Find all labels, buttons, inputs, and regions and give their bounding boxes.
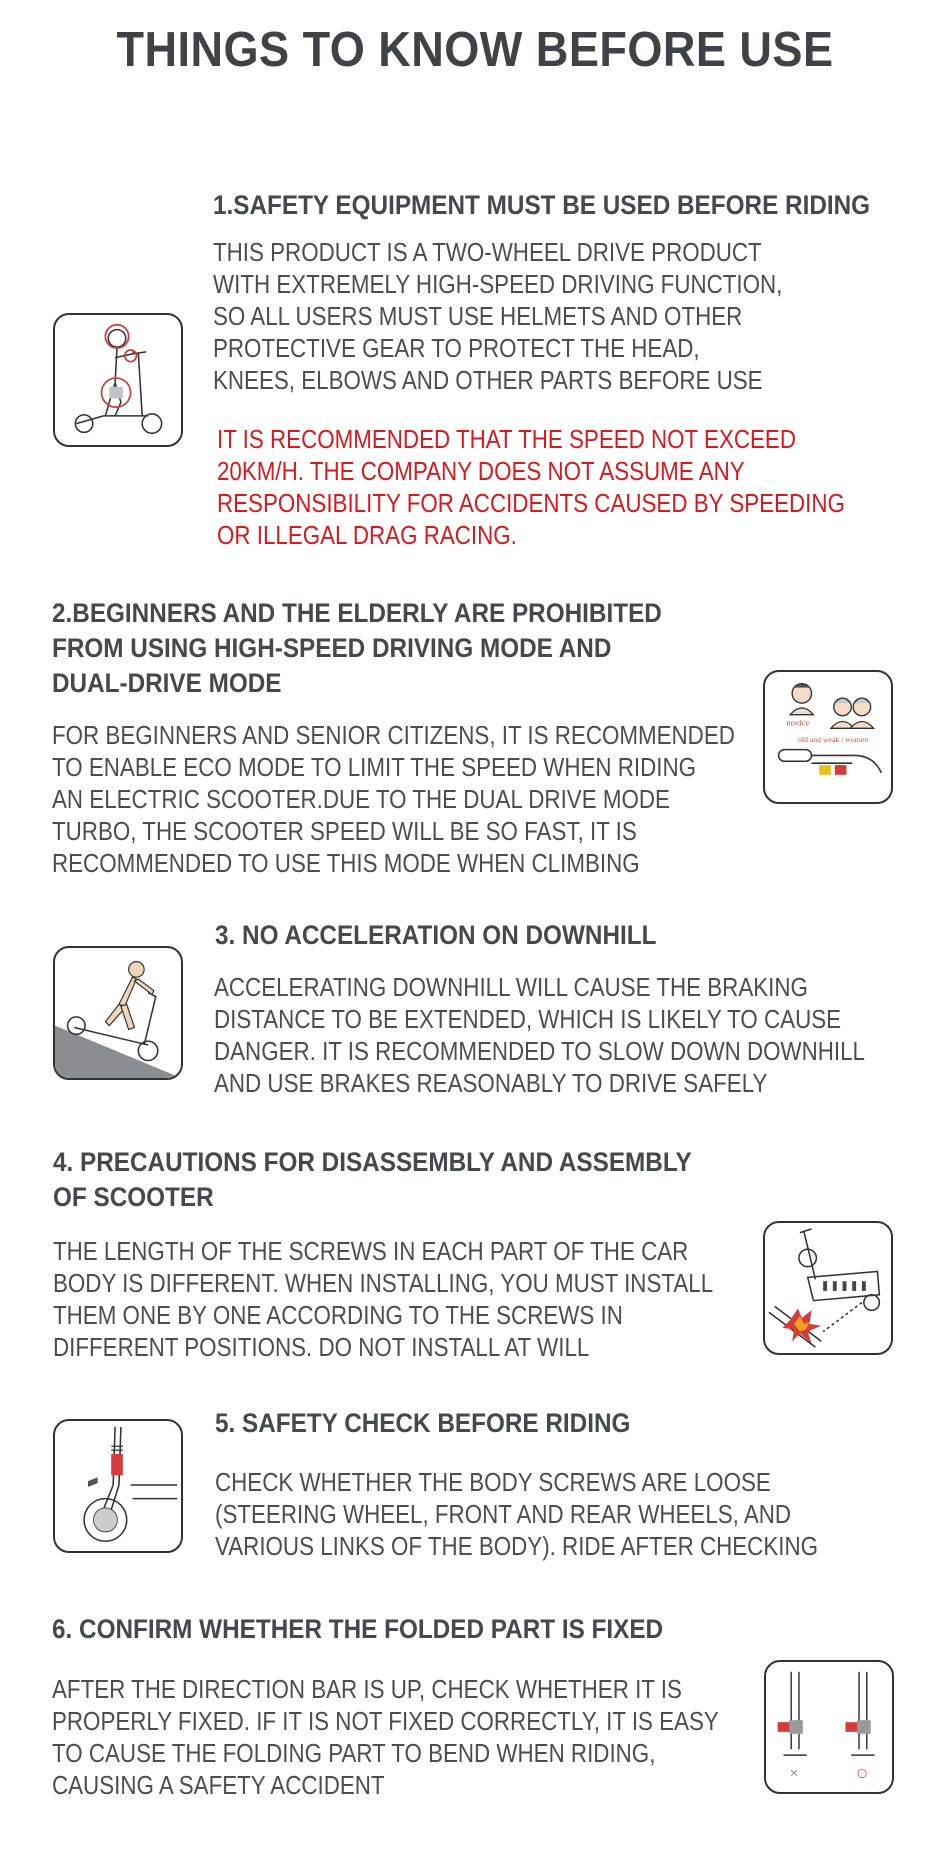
section-heading: 4. PRECAUTIONS FOR DISASSEMBLY AND ASSEMBLY OF SCOOTER — [53, 1147, 692, 1212]
section-heading: 5. SAFETY CHECK BEFORE RIDING — [215, 1408, 631, 1438]
section-heading: 2.BEGINNERS AND THE ELDERLY ARE PROHIBITED FROM USING HIGH-SPEED DRIVING MODE AND DUAL-DRIVE MODE — [52, 598, 662, 698]
speed-warning: IT IS RECOMMENDED THAT THE SPEED NOT EXCEED 20KM/H. THE COMPANY DOES NOT ASSUME ANY RESPONSIBILITY FOR ACCIDENTS CAUSED BY SPEEDING OR ILLEGAL DRAG RACING. — [217, 424, 845, 550]
downhill-rider-icon — [53, 946, 183, 1080]
novice-label: novice — [786, 717, 810, 728]
page-title: THINGS TO KNOW BEFORE USE — [116, 23, 834, 77]
elderly-label: old and weak / women — [797, 734, 869, 744]
scooter-screws-icon — [763, 1221, 893, 1355]
section-body: ACCELERATING DOWNHILL WILL CAUSE THE BRAKING DISTANCE TO BE EXTENDED, WHICH IS LIKELY TO CAUSE DANGER. IT IS RECOMMENDED TO SLOW DOWN DOWNHILL AND USE BRAKES REASONABLY TO DRIVE SAFELY — [214, 972, 865, 1098]
section-heading: 1.SAFETY EQUIPMENT MUST BE USED BEFORE RIDING — [213, 190, 871, 220]
wrong-mark: × — [789, 1765, 800, 1780]
section-body: THIS PRODUCT IS A TWO-WHEEL DRIVE PRODUCT WITH EXTREMELY HIGH-SPEED DRIVING FUNCTION, SO ALL USERS MUST USE HELMETS AND OTHER PROTECTIVE GEAR TO PROTECT THE HEAD, KNEES, ELBOWS AND OTHER PARTS BEFORE USE — [213, 237, 783, 395]
right-mark: ○ — [857, 1765, 868, 1780]
novice-elderly-icon — [763, 670, 893, 804]
front-wheel-check-icon — [53, 1419, 183, 1553]
section-heading: 3. NO ACCELERATION ON DOWNHILL — [215, 920, 657, 950]
folding-latch-icon — [764, 1660, 894, 1794]
section-body: THE LENGTH OF THE SCREWS IN EACH PART OF THE CAR BODY IS DIFFERENT. WHEN INSTALLING, YOU MUST INSTALL THEM ONE BY ONE ACCORDING TO THE SCREWS IN DIFFERENT POSITIONS. DO NOT INSTALL AT WILL — [53, 1236, 714, 1362]
section-body: FOR BEGINNERS AND SENIOR CITIZENS, IT IS RECOMMENDED TO ENABLE ECO MODE TO LIMIT THE SPEED WHEN RIDING AN ELECTRIC SCOOTER.DUE TO THE DUAL DRIVE MODE TURBO, THE SCOOTER SPEED WILL BE SO FAST, IT IS RECOMMENDED TO USE THIS MODE WHEN CLIMBING — [52, 720, 735, 878]
section-body: CHECK WHETHER THE BODY SCREWS ARE LOOSE (STEERING WHEEL, FRONT AND REAR WHEELS, AND VARIOUS LINKS OF THE BODY). RIDE AFTER CHECKING — [215, 1467, 818, 1561]
section-body: AFTER THE DIRECTION BAR IS UP, CHECK WHETHER IT IS PROPERLY FIXED. IF IT IS NOT FIXED CORRECTLY, IT IS EASY TO CAUSE THE FOLDING PART TO BEND WHEN RIDING, CAUSING A SAFETY ACCIDENT — [52, 1674, 719, 1800]
section-heading: 6. CONFIRM WHETHER THE FOLDED PART IS FIXED — [52, 1614, 664, 1644]
protective-gear-rider-icon — [53, 313, 183, 447]
